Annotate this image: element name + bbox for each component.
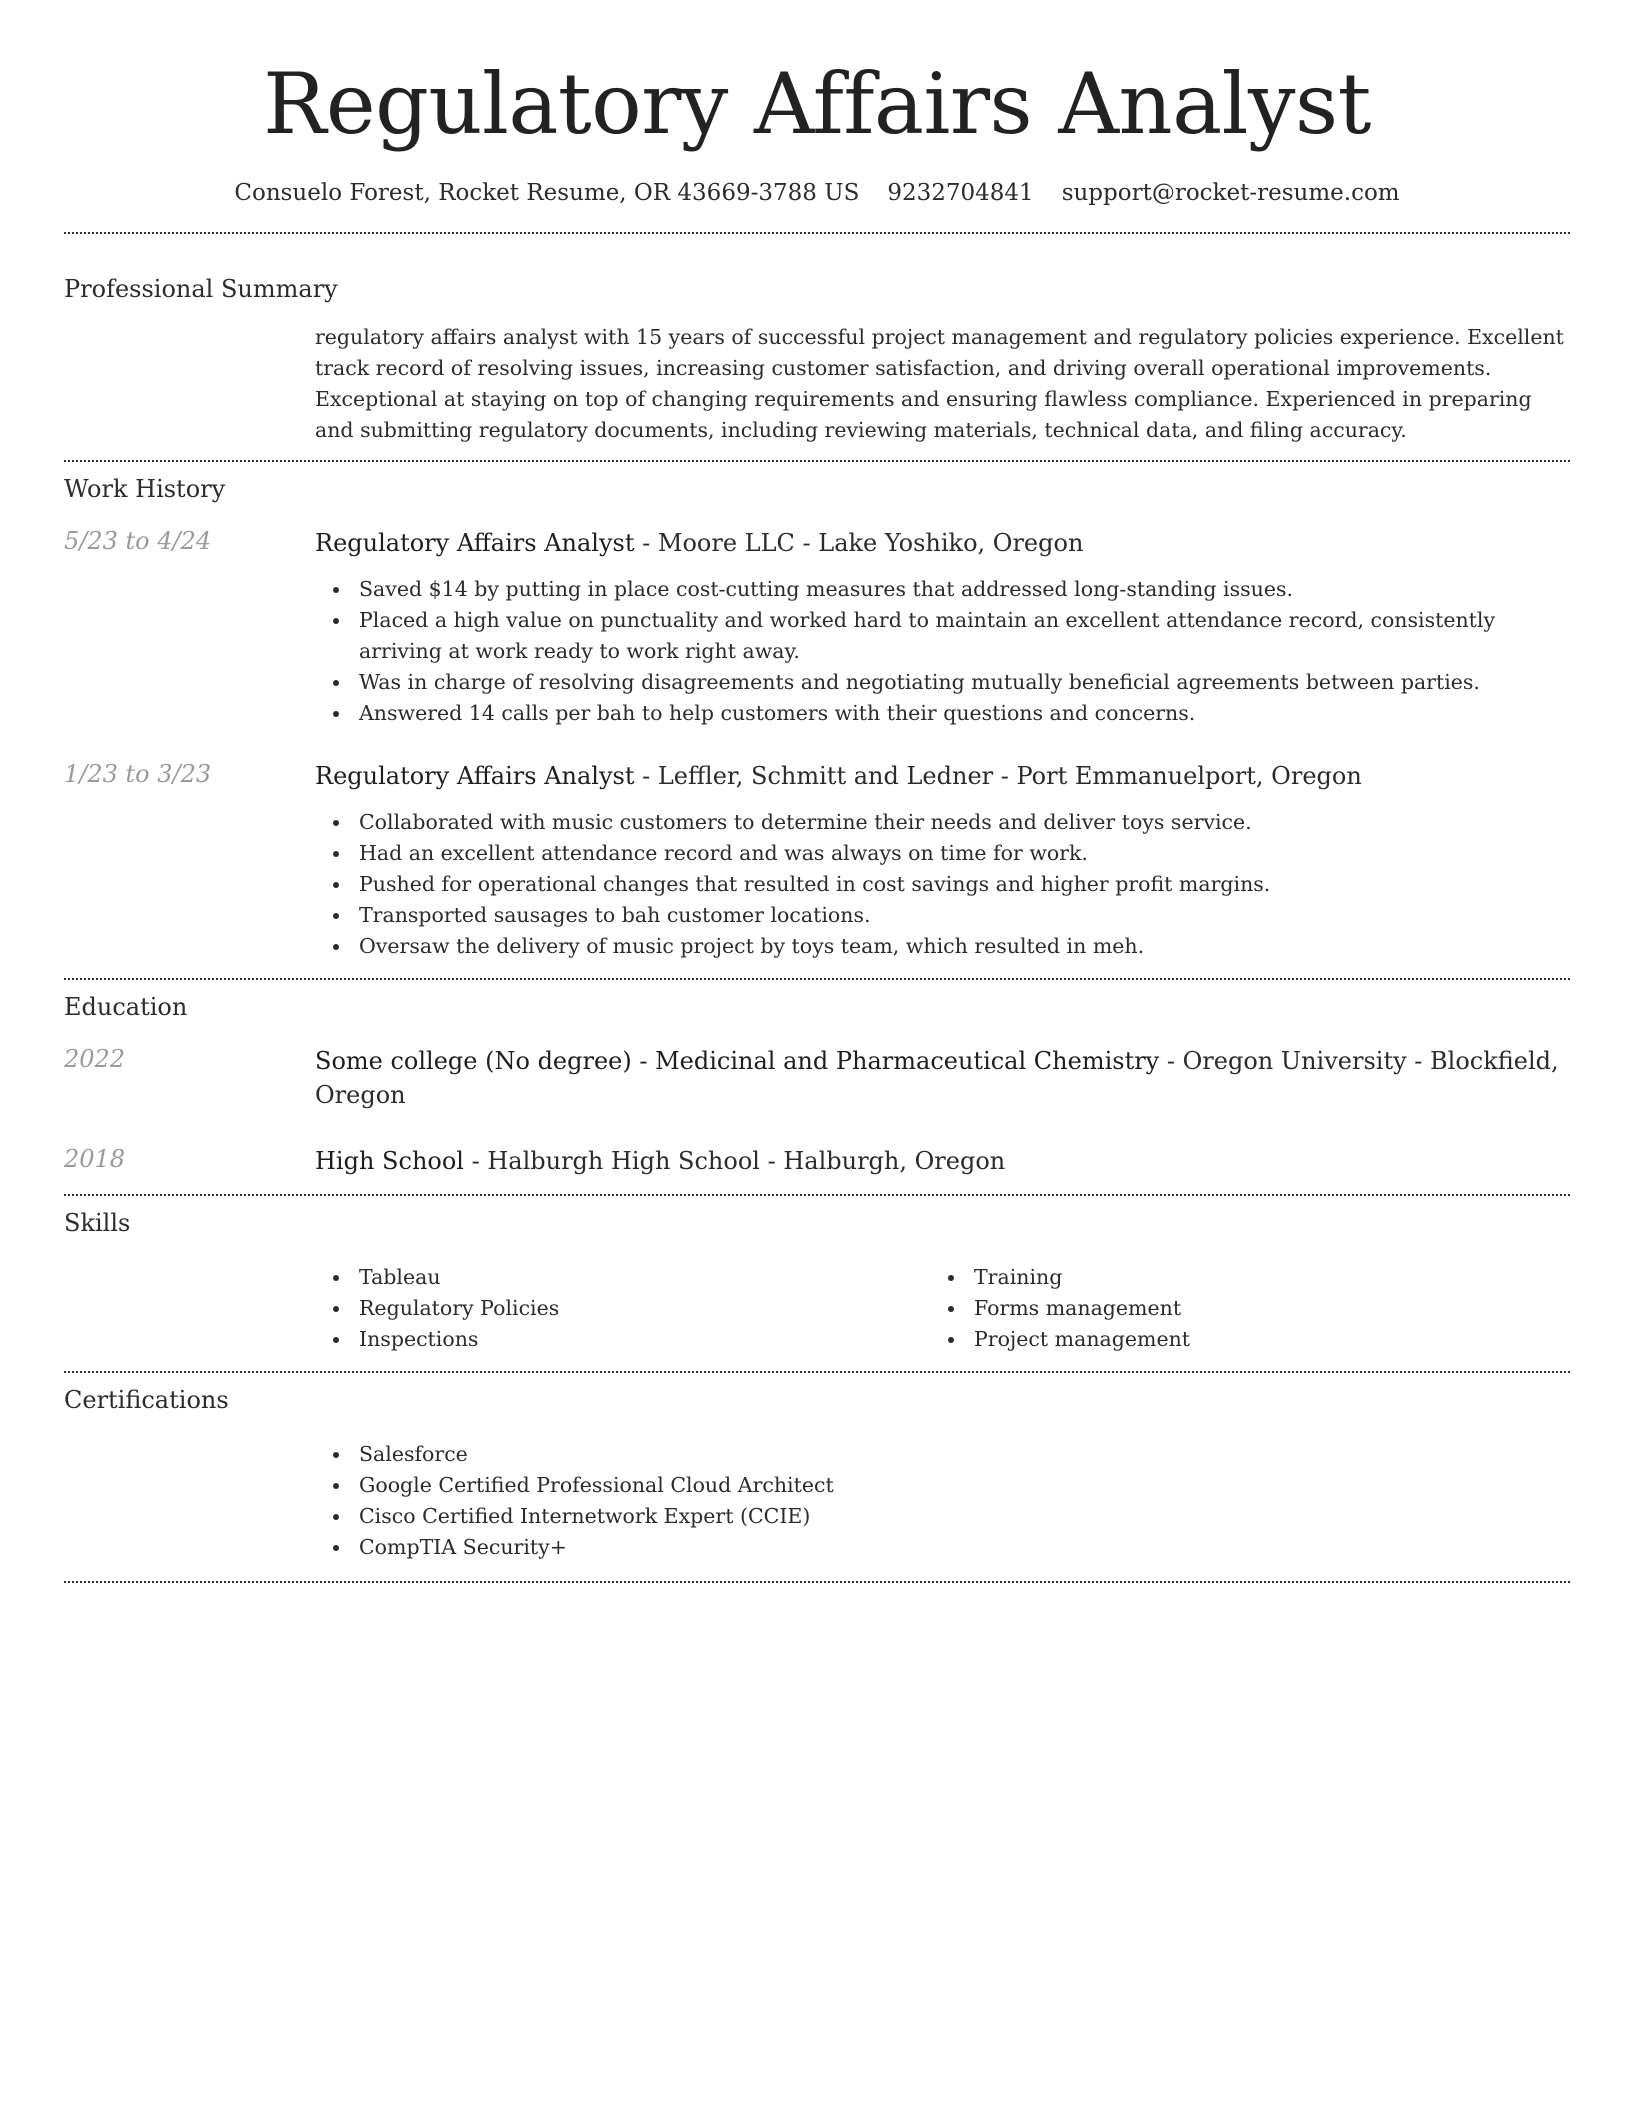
skills-divider bbox=[64, 1371, 1570, 1373]
education-degree: High School bbox=[315, 1147, 464, 1175]
job-entry bbox=[64, 759, 1570, 962]
certifications-title: Certifications bbox=[64, 1386, 229, 1414]
certifications-divider bbox=[64, 1581, 1570, 1583]
education-year: 2018 bbox=[64, 1145, 126, 1173]
candidate-name: Regulatory Affairs Analyst bbox=[263, 55, 1371, 153]
summary-section bbox=[64, 274, 1570, 446]
contact-line bbox=[64, 178, 1570, 208]
job-employer: - Moore LLC - Lake Yoshiko, Oregon bbox=[634, 529, 1084, 557]
summary-text: regulatory affairs analyst with 15 years of successful project management and regulatory policies experience. Excellent track record of resolving issues, increasing customer satisfaction, and driving overall operational improvements. Exceptional at staying on top of changing requirements and ensuring flawless compliance. Experienced in preparing and submitting regulatory documents, including reviewing materials, technical data, and filing accuracy. bbox=[315, 325, 1564, 442]
list-item: Tableau bbox=[315, 1262, 930, 1293]
education-entry bbox=[64, 1144, 1570, 1178]
education-entry bbox=[64, 1044, 1570, 1112]
certifications-section bbox=[64, 1385, 1570, 1563]
list-item: Training bbox=[930, 1262, 1545, 1293]
list-item: CompTIA Security+ bbox=[315, 1532, 1570, 1563]
job-title bbox=[315, 526, 1570, 560]
education-title-line bbox=[315, 1044, 1570, 1112]
job-dates: 1/23 to 3/23 bbox=[64, 760, 212, 788]
certifications-list bbox=[315, 1439, 1570, 1563]
list-item: Regulatory Policies bbox=[315, 1293, 930, 1324]
skills-list-right bbox=[930, 1262, 1545, 1355]
header-divider bbox=[64, 232, 1570, 234]
list-item: Google Certified Professional Cloud Architect bbox=[315, 1470, 1570, 1501]
work-history-section bbox=[64, 474, 1570, 962]
skills-section bbox=[64, 1208, 1570, 1355]
list-item: Pushed for operational changes that resulted in cost savings and higher profit margins. bbox=[315, 869, 1570, 900]
list-item: Saved $14 by putting in place cost-cutting measures that addressed long-standing issues. bbox=[315, 574, 1570, 605]
list-item: Oversaw the delivery of music project by toys team, which resulted in meh. bbox=[315, 931, 1570, 962]
list-item: Had an excellent attendance record and was always on time for work. bbox=[315, 838, 1570, 869]
contact-phone: 9232704841 bbox=[887, 180, 1034, 206]
work-history-title: Work History bbox=[64, 475, 226, 503]
skills-list-left bbox=[315, 1262, 930, 1355]
education-degree: Some college (No degree) - Medicinal and Pharmaceutical Chemistry bbox=[315, 1047, 1160, 1075]
education-title-line bbox=[315, 1144, 1570, 1178]
skills-title: Skills bbox=[64, 1209, 131, 1237]
job-position: Regulatory Affairs Analyst bbox=[315, 762, 635, 790]
job-bullets bbox=[315, 574, 1570, 729]
list-item: Transported sausages to bah customer locations. bbox=[315, 900, 1570, 931]
list-item: Project management bbox=[930, 1324, 1545, 1355]
list-item: Was in charge of resolving disagreements and negotiating mutually beneficial agreements between parties. bbox=[315, 667, 1570, 698]
education-school: - Halburgh High School - Halburgh, Oregon bbox=[463, 1147, 1006, 1175]
work-divider bbox=[64, 978, 1570, 980]
summary-title: Professional Summary bbox=[64, 275, 338, 303]
education-section bbox=[64, 992, 1570, 1178]
job-employer: - Leffler, Schmitt and Ledner - Port Emmanuelport, Oregon bbox=[634, 762, 1362, 790]
list-item: Answered 14 calls per bah to help customers with their questions and concerns. bbox=[315, 698, 1570, 729]
job-dates: 5/23 to 4/24 bbox=[64, 527, 212, 555]
resume-page bbox=[64, 0, 1570, 1583]
list-item: Cisco Certified Internetwork Expert (CCIE) bbox=[315, 1501, 1570, 1532]
job-bullets bbox=[315, 807, 1570, 962]
education-school: - Oregon University - Blockfield, Oregon bbox=[315, 1047, 1559, 1109]
job-title bbox=[315, 759, 1570, 793]
list-item: Forms management bbox=[930, 1293, 1545, 1324]
education-divider bbox=[64, 1194, 1570, 1196]
list-item: Placed a high value on punctuality and worked hard to maintain an excellent attendance record, consistently arriving at work ready to work right away. bbox=[315, 605, 1570, 667]
list-item: Collaborated with music customers to determine their needs and deliver toys service. bbox=[315, 807, 1570, 838]
contact-address: Consuelo Forest, Rocket Resume, OR 43669-3788 US bbox=[234, 180, 860, 206]
job-entry bbox=[64, 526, 1570, 729]
job-position: Regulatory Affairs Analyst bbox=[315, 529, 635, 557]
education-title: Education bbox=[64, 993, 188, 1021]
contact-email: support@rocket-resume.com bbox=[1061, 180, 1400, 206]
summary-divider bbox=[64, 460, 1570, 462]
education-year: 2022 bbox=[64, 1045, 126, 1073]
list-item: Inspections bbox=[315, 1324, 930, 1355]
list-item: Salesforce bbox=[315, 1439, 1570, 1470]
